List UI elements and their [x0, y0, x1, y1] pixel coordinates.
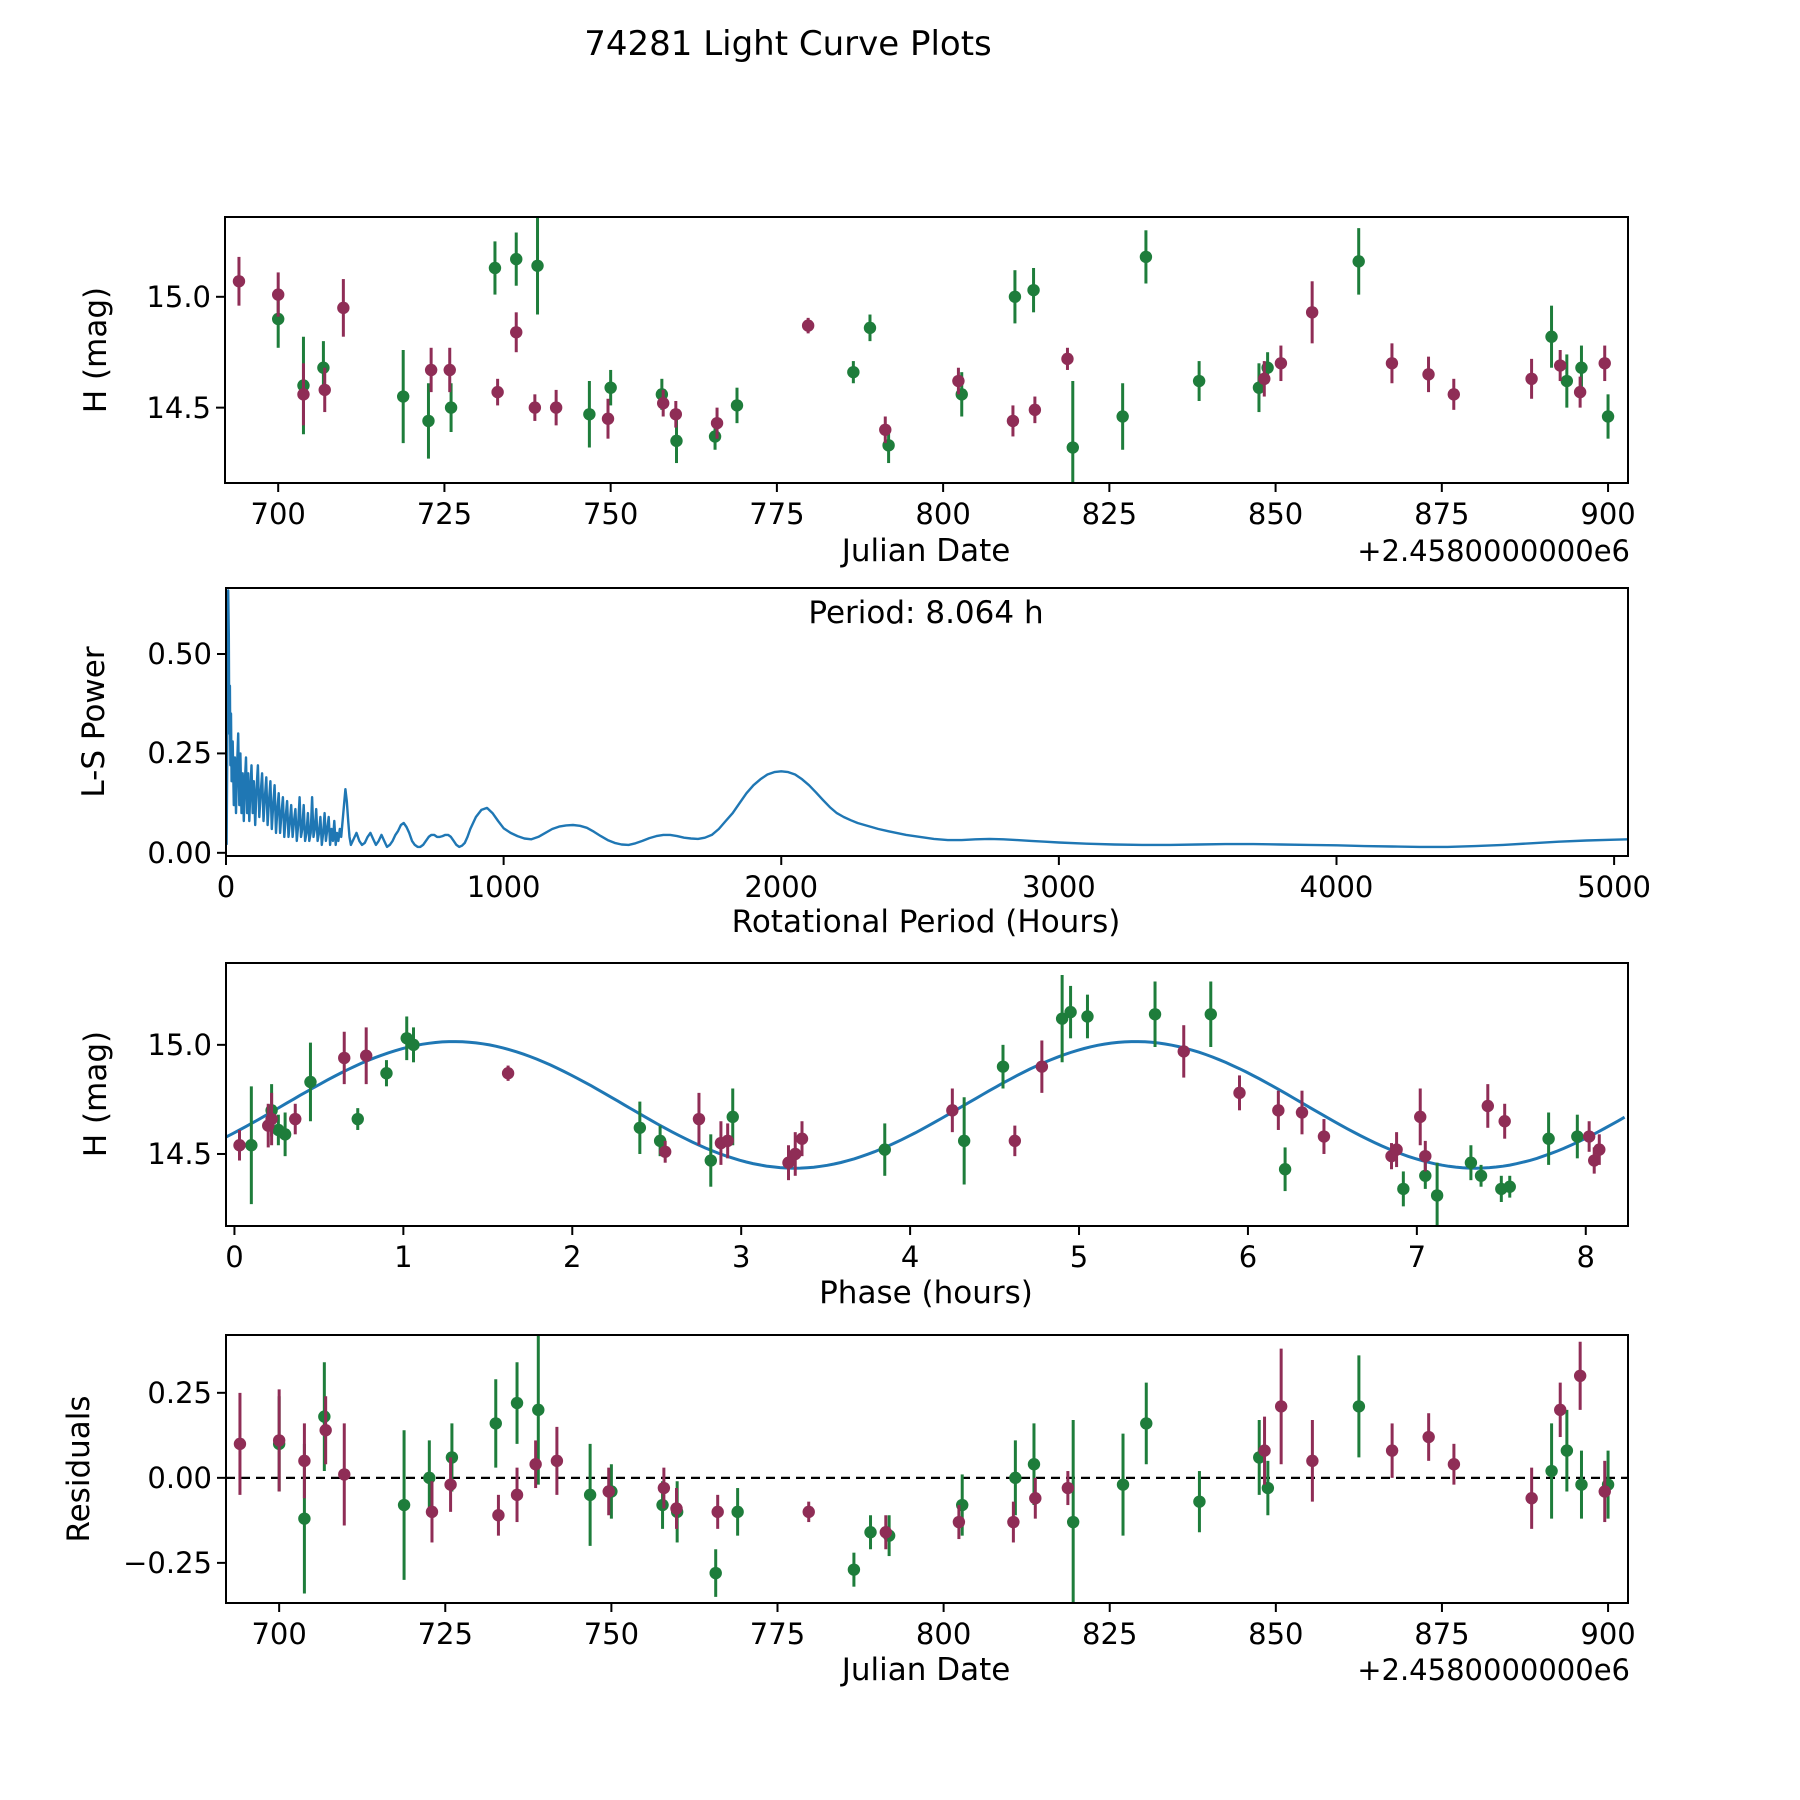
data-point — [407, 1039, 419, 1051]
data-point — [693, 1113, 705, 1125]
data-point — [1272, 1104, 1284, 1116]
data-point — [796, 1132, 808, 1144]
data-point — [1116, 410, 1128, 422]
tick-label: 15.0 — [147, 1027, 212, 1062]
plot4-y-axis-label: Residuals — [61, 1395, 97, 1543]
tick-label: 750 — [583, 1617, 640, 1651]
data-point — [1205, 1008, 1217, 1020]
data-point — [1465, 1157, 1477, 1169]
data-point — [864, 1526, 876, 1538]
series-green — [272, 217, 1614, 514]
data-point — [423, 1472, 435, 1484]
data-point — [1554, 359, 1566, 371]
tick-label: 4000 — [1299, 870, 1374, 904]
data-point — [1275, 357, 1287, 369]
data-point — [1574, 386, 1586, 398]
data-point — [958, 1135, 970, 1147]
data-point — [1386, 1444, 1398, 1456]
tick-label: 800 — [915, 497, 971, 531]
data-point — [634, 1122, 646, 1134]
data-point — [1140, 251, 1152, 263]
data-point — [445, 401, 457, 413]
tick-label: 700 — [251, 1617, 307, 1651]
tick-label: 5000 — [1577, 870, 1652, 904]
data-point — [1027, 284, 1039, 296]
data-point — [1067, 441, 1079, 453]
data-point — [711, 1506, 723, 1518]
data-point — [490, 1417, 502, 1429]
series-green — [273, 1335, 1614, 1624]
data-point — [1067, 1516, 1079, 1528]
data-point — [1353, 255, 1365, 267]
data-point — [1419, 1170, 1431, 1182]
tick-label: 875 — [1414, 1617, 1470, 1651]
data-point — [1029, 404, 1041, 416]
data-point — [1061, 353, 1073, 365]
data-point — [510, 326, 522, 338]
data-point — [529, 1458, 541, 1470]
series-maroon — [233, 1025, 1605, 1180]
data-point — [426, 1506, 438, 1518]
plot4-axis-offset-text: +2.4580000000e6 — [1357, 1653, 1630, 1687]
data-point — [1397, 1183, 1409, 1195]
tick-label: 725 — [417, 1617, 473, 1651]
data-point — [502, 1067, 514, 1079]
data-point — [444, 364, 456, 376]
axes-frame — [226, 963, 1628, 1226]
data-point — [265, 1113, 277, 1125]
data-point — [1571, 1130, 1583, 1142]
data-point — [273, 1434, 285, 1446]
plot1-axis-offset-text: +2.4580000000e6 — [1357, 534, 1630, 568]
data-point — [1561, 1444, 1573, 1456]
data-point — [879, 424, 891, 436]
tick-label: 3000 — [1021, 870, 1096, 904]
tick-label: 825 — [1081, 497, 1138, 531]
data-point — [279, 1128, 291, 1140]
data-point — [1574, 1370, 1586, 1382]
data-point — [659, 1146, 671, 1158]
plot-periodogram — [200, 562, 1654, 882]
tick-label: 1000 — [466, 870, 541, 904]
data-point — [1422, 1431, 1434, 1443]
plot2-y-axis-label: L-S Power — [76, 646, 112, 798]
data-point — [711, 417, 723, 429]
data-point — [1419, 1150, 1431, 1162]
data-point — [1233, 1087, 1245, 1099]
data-point — [946, 1104, 958, 1116]
data-point — [551, 1455, 563, 1467]
data-point — [670, 1502, 682, 1514]
data-point — [1062, 1482, 1074, 1494]
data-point — [1353, 1400, 1365, 1412]
data-point — [1554, 1404, 1566, 1416]
data-point — [1279, 1163, 1291, 1175]
data-point — [803, 1506, 815, 1518]
tick-label: 2000 — [744, 870, 819, 904]
data-point — [272, 288, 284, 300]
plot-residuals — [200, 1309, 1654, 1629]
plot1-x-axis-label: Julian Date — [841, 533, 1011, 569]
tick-label: 875 — [1414, 497, 1470, 531]
data-point — [1064, 1006, 1076, 1018]
data-point — [550, 401, 562, 413]
plot-area — [226, 1335, 1628, 1624]
data-point — [670, 435, 682, 447]
data-point — [1498, 1115, 1510, 1127]
tick-label: 700 — [250, 497, 306, 531]
tick-label: 0.00 — [147, 1460, 212, 1495]
data-point — [1390, 1143, 1402, 1155]
tick-label: 800 — [915, 1617, 972, 1651]
data-point — [1542, 1132, 1554, 1144]
data-point — [1575, 1478, 1587, 1490]
data-point — [952, 375, 964, 387]
data-point — [1258, 1444, 1270, 1456]
fit-curve — [226, 1042, 1625, 1169]
plot2-x-axis-label: Rotational Period (Hours) — [731, 904, 1121, 940]
data-point — [360, 1050, 372, 1062]
data-point — [422, 415, 434, 427]
data-point — [1009, 1135, 1021, 1147]
data-point — [1448, 1458, 1460, 1470]
data-point — [380, 1067, 392, 1079]
data-point — [489, 262, 501, 274]
tick-label: 2 — [563, 1240, 582, 1274]
plot-phase_mag — [200, 937, 1654, 1252]
data-point — [1306, 306, 1318, 318]
data-point — [1009, 1472, 1021, 1484]
tick-label: 4 — [900, 1240, 920, 1274]
data-point — [1545, 331, 1557, 343]
data-point — [510, 253, 522, 265]
data-point — [532, 1404, 544, 1416]
data-point — [298, 1455, 310, 1467]
axes-frame — [225, 217, 1628, 483]
tick-label: 775 — [749, 497, 805, 531]
data-point — [233, 275, 245, 287]
series-maroon — [234, 1342, 1611, 1549]
tick-label: 0.25 — [147, 736, 212, 771]
data-point — [1561, 375, 1573, 387]
data-point — [1475, 1170, 1487, 1182]
tick-label: 14.5 — [146, 390, 211, 425]
data-point — [338, 1468, 350, 1480]
data-point — [298, 1512, 310, 1524]
data-point — [583, 408, 595, 420]
data-point — [1583, 1130, 1595, 1142]
data-point — [444, 1478, 456, 1490]
data-point — [1081, 1010, 1093, 1022]
data-point — [425, 364, 437, 376]
data-point — [727, 1111, 739, 1123]
axes-frame — [226, 1335, 1628, 1603]
data-point — [398, 1499, 410, 1511]
tick-label: 900 — [1580, 497, 1636, 531]
data-point — [1602, 410, 1614, 422]
tick-label: 0 — [225, 1240, 244, 1274]
data-point — [1599, 1485, 1611, 1497]
plot-area — [227, 590, 1628, 847]
data-point — [1482, 1100, 1494, 1112]
data-point — [1386, 357, 1398, 369]
tick-label: 6 — [1238, 1240, 1258, 1274]
data-point — [1007, 415, 1019, 427]
data-point — [1140, 1417, 1152, 1429]
tick-label: 3 — [731, 1240, 751, 1274]
tick-label: 0 — [216, 870, 236, 904]
data-point — [397, 390, 409, 402]
data-point — [352, 1113, 364, 1125]
tick-label: 14.5 — [147, 1136, 212, 1171]
axes-frame — [226, 588, 1628, 856]
data-point — [297, 388, 309, 400]
plot-jd_mag — [199, 191, 1654, 509]
series-green — [245, 975, 1583, 1228]
data-point — [604, 381, 616, 393]
series-maroon — [233, 257, 1611, 443]
data-point — [1504, 1181, 1516, 1193]
data-point — [1593, 1143, 1605, 1155]
data-point — [234, 1438, 246, 1450]
data-point — [511, 1397, 523, 1409]
data-point — [319, 1424, 331, 1436]
data-point — [1545, 1465, 1557, 1477]
data-point — [1575, 362, 1587, 374]
data-point — [657, 397, 669, 409]
data-point — [1036, 1060, 1048, 1072]
data-point — [1296, 1106, 1308, 1118]
plot3-x-axis-label: Phase (hours) — [819, 1275, 1033, 1311]
data-point — [603, 1485, 615, 1497]
data-point — [789, 1148, 801, 1160]
data-point — [1117, 1478, 1129, 1490]
tick-label: 1 — [394, 1240, 413, 1274]
tick-label: −0.25 — [123, 1545, 212, 1580]
data-point — [1525, 373, 1537, 385]
data-point — [491, 386, 503, 398]
data-point — [658, 1482, 670, 1494]
data-point — [731, 399, 743, 411]
data-point — [337, 302, 349, 314]
data-point — [864, 322, 876, 334]
data-point — [802, 319, 814, 331]
data-point — [953, 1516, 965, 1528]
period-annotation: Period: 8.064 h — [808, 595, 1044, 631]
data-point — [289, 1113, 301, 1125]
plot-area — [233, 217, 1614, 514]
data-point — [1178, 1045, 1190, 1057]
tick-label: 0.50 — [147, 637, 212, 671]
plot4-x-axis-label: Julian Date — [841, 1652, 1011, 1688]
plot-area — [226, 975, 1625, 1228]
data-point — [848, 1563, 860, 1575]
data-point — [709, 430, 721, 442]
data-point — [710, 1567, 722, 1579]
plot3-y-axis-label: H (mag) — [78, 1030, 114, 1158]
data-point — [1414, 1111, 1426, 1123]
data-point — [880, 1526, 892, 1538]
data-point — [531, 260, 543, 272]
data-point — [879, 1143, 891, 1155]
plot1-y-axis-label: H (mag) — [78, 286, 114, 414]
data-point — [1431, 1189, 1443, 1201]
tick-label: 0.25 — [147, 1375, 212, 1410]
data-point — [492, 1509, 504, 1521]
tick-label: 825 — [1082, 1617, 1138, 1651]
tick-label: 850 — [1248, 1617, 1304, 1651]
data-point — [1009, 291, 1021, 303]
data-point — [1193, 375, 1205, 387]
tick-label: 750 — [582, 497, 639, 531]
data-point — [670, 408, 682, 420]
data-point — [1525, 1492, 1537, 1504]
data-point — [1258, 373, 1270, 385]
data-point — [584, 1489, 596, 1501]
data-point — [847, 366, 859, 378]
tick-label: 725 — [416, 497, 473, 531]
data-point — [705, 1154, 717, 1166]
data-point — [319, 384, 331, 396]
data-point — [1029, 1492, 1041, 1504]
data-point — [1193, 1495, 1205, 1507]
data-point — [731, 1506, 743, 1518]
data-point — [1028, 1458, 1040, 1470]
data-point — [1275, 1400, 1287, 1412]
data-point — [1422, 368, 1434, 380]
data-point — [304, 1076, 316, 1088]
tick-label: 5 — [1069, 1240, 1089, 1274]
data-point — [1599, 357, 1611, 369]
data-point — [1448, 388, 1460, 400]
tick-label: 7 — [1407, 1240, 1427, 1274]
periodogram-line — [227, 590, 1628, 847]
data-point — [245, 1139, 257, 1151]
data-point — [529, 401, 541, 413]
data-point — [997, 1060, 1009, 1072]
figure-title: 74281 Light Curve Plots — [584, 24, 992, 64]
tick-label: 8 — [1576, 1240, 1595, 1274]
data-point — [1306, 1455, 1318, 1467]
data-point — [338, 1052, 350, 1064]
tick-label: 775 — [749, 1617, 806, 1651]
data-point — [1007, 1516, 1019, 1528]
data-point — [602, 413, 614, 425]
tick-label: 900 — [1580, 1617, 1636, 1651]
data-point — [721, 1135, 733, 1147]
data-point — [1149, 1008, 1161, 1020]
data-point — [511, 1489, 523, 1501]
data-point — [233, 1139, 245, 1151]
tick-label: 850 — [1247, 497, 1304, 531]
tick-label: 15.0 — [146, 279, 211, 314]
tick-label: 0.00 — [147, 835, 212, 870]
data-point — [1318, 1130, 1330, 1142]
